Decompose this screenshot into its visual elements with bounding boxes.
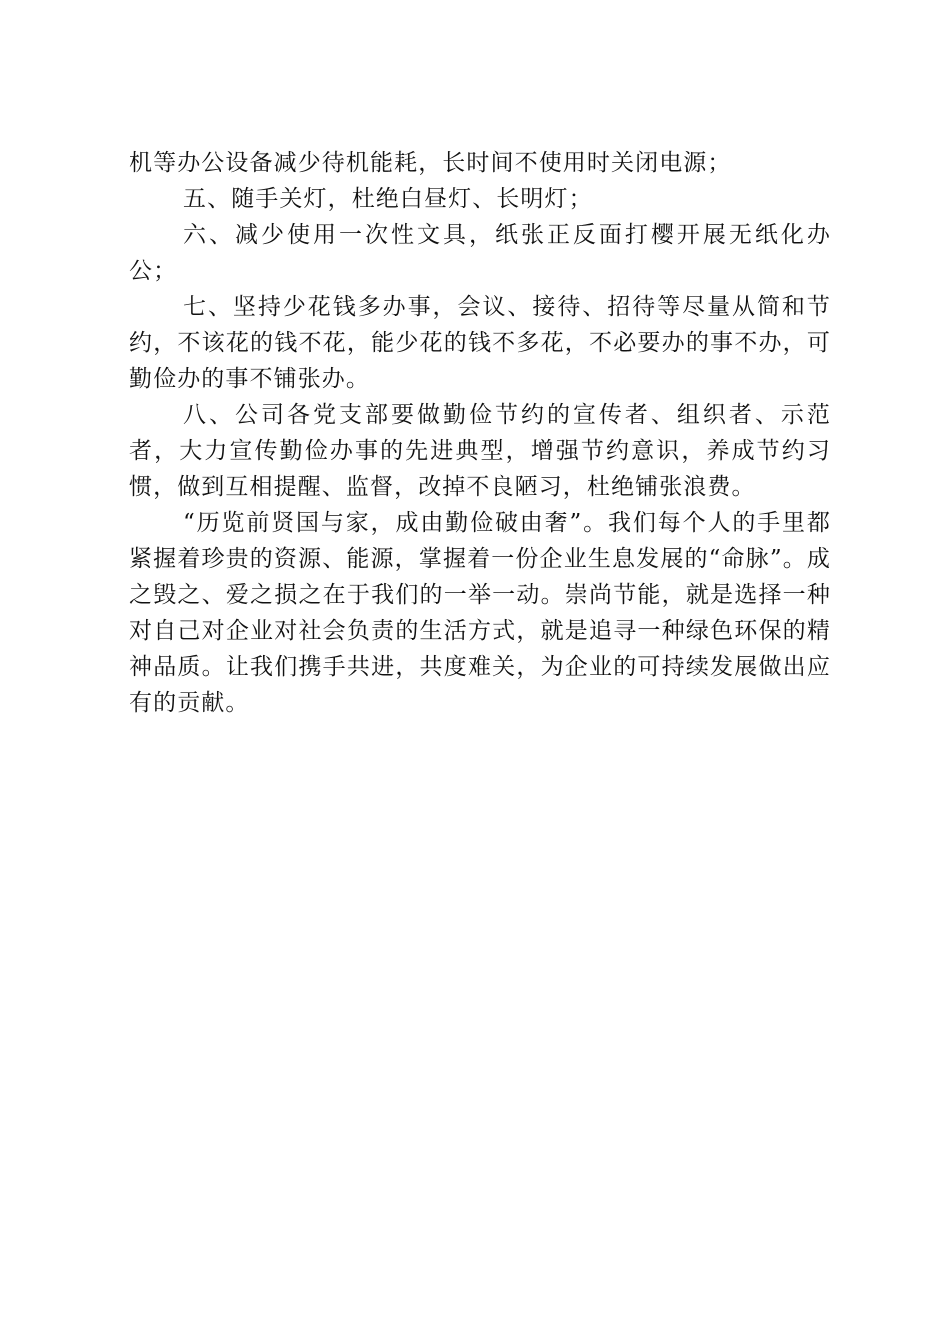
paragraph-item-5: 五、随手关灯，杜绝白昼灯、长明灯； [183,186,593,212]
paragraph-item-7: 七、坚持少花钱多办事，会议、接待、招待等尽量从简和节约，不该花的钱不花，能少花的钱不多花，不必要办的事不办，可勤俭办的事不铺张办。 [129,294,831,392]
paragraph-item-6: 六、减少使用一次性文具，纸张正反面打樱开展无纸化办公； [129,222,831,284]
paragraph-continuation: 机等办公设备减少待机能耗，长时间不使用时关闭电源； [129,150,732,176]
paragraph-item-8: 八、公司各党支部要做勤俭节约的宣传者、组织者、示范者，大力宣传勤俭办事的先进典型，增强节约意识，养成节约习惯，做到互相提醒、监督，改掉不良陋习，杜绝铺张浪费。 [129,402,831,500]
document-body [129,145,831,721]
paragraph-closing: “历览前贤国与家，成由勤俭破由奢”。我们每个人的手里都紧握着珍贵的资源、能源，掌握着一份企业生息发展的“命脉”。成之毁之、爱之损之在于我们的一举一动。崇尚节能，就是选择一种对自己对企业对社会负责的生活方式，就是追寻一种绿色环保的精神品质。让我们携手共进，共度难关，为企业的可持续发展做出应有的贡献。 [129,510,831,716]
